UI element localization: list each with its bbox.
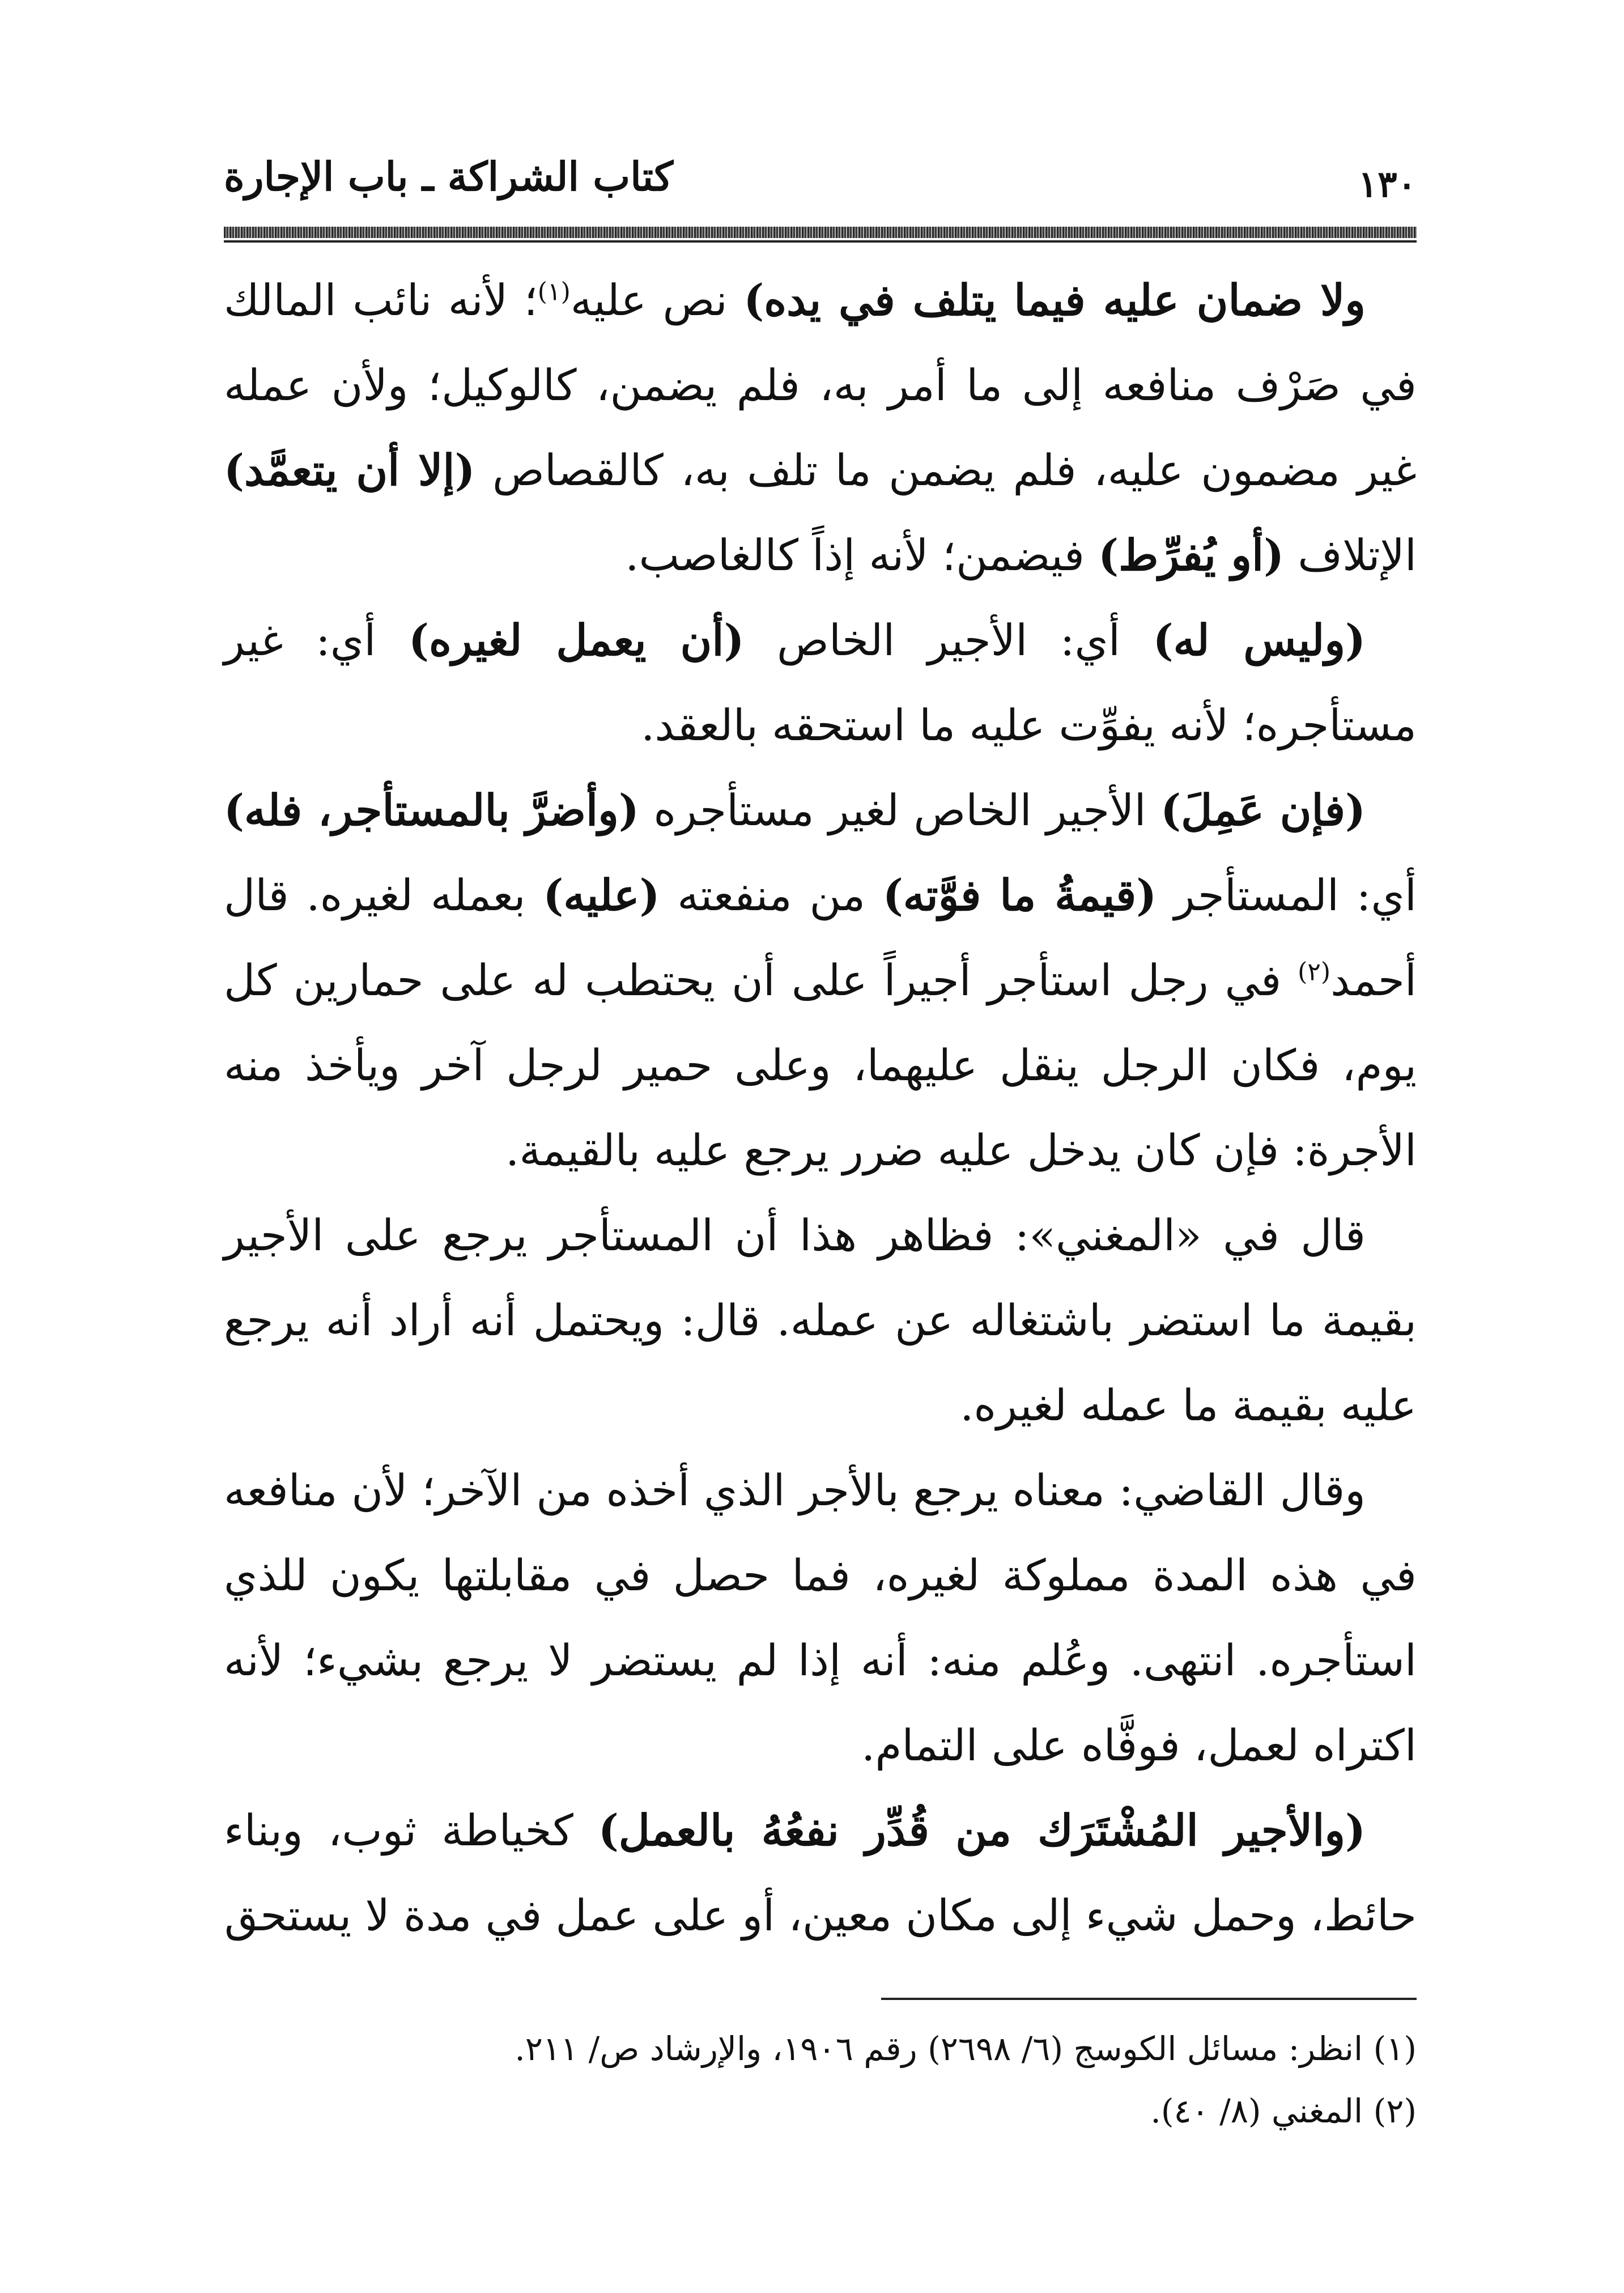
bold-text: ولا ضمان عليه فيما يتلف في يده) <box>743 275 1366 325</box>
text-run: قال في «المغني»: فظاهر هذا أن المستأجر يرجع على الأجير بقيمة ما استضر باشتغاله عن عمله. قال: ويحتمل أنه أراد أنه يرجع عليه بقيمة ما عمله لغيره. <box>224 1210 1417 1430</box>
bold-text: (وأضرَّ بالمستأجر، فله) <box>224 785 639 835</box>
bold-text: (وليس له) <box>1153 615 1366 665</box>
footnote-2: (٢) المغني (٨/ ٤٠). <box>1150 2092 1417 2130</box>
paragraph-2 <box>224 598 1417 768</box>
bold-text: (أو يُفرِّط) <box>1098 530 1285 580</box>
paragraph-6 <box>224 1788 1417 1958</box>
text-run: أي: المستأجر <box>1157 870 1417 920</box>
text-run: في رجل استأجر أجيراً على أن يحتطب له على حمارين كل يوم، فكان الرجل ينقل عليهما، وعلى حمير لرجل آخر ويأخذ منه الأجرة: فإن كان يدخل عليه ضرر يرجع عليه بالقيمة. <box>224 955 1417 1175</box>
text-run: نص عليه <box>570 275 744 325</box>
text-run: من منفعته <box>660 870 883 920</box>
header-rule <box>224 227 1417 238</box>
footnote-ref-2: (٢) <box>1298 957 1331 987</box>
text-run: الإتلاف <box>1284 530 1417 580</box>
bold-text: (عليه) <box>543 870 660 920</box>
body-text <box>224 258 1417 1958</box>
paragraph-5 <box>224 1448 1417 1788</box>
page-header <box>224 153 1417 213</box>
footnotes <box>224 2018 1417 2142</box>
footnote-1: (١) انظر: مسائل الكوسج (٦/ ٢٦٩٨) رقم ١٩٠٦، والإرشاد ص/ ٢١١. <box>515 2029 1417 2068</box>
footnote-rule <box>881 1998 1417 2000</box>
header-rule-thin <box>224 240 1417 243</box>
text-run: ؛ لأنه نائب المالك في صَرْف منافعه إلى ما أمر به، فلم يضمن، كالوكيل؛ ولأن عمله غير مضمون عليه، فلم يضمن ما تلف به، كالقصاص <box>224 275 1417 495</box>
bold-text: (قيمةُ ما فوَّته) <box>882 870 1157 920</box>
running-title: كتاب الشراكة ـ باب الإجارة <box>224 153 673 200</box>
text-run: الأجير الخاص لغير مستأجره <box>639 785 1161 835</box>
text-run: أي: الأجير الخاص <box>744 615 1153 665</box>
paragraph-3 <box>224 768 1417 1193</box>
footnote-ref-1: (١) <box>537 277 571 307</box>
paragraph-1 <box>224 258 1417 598</box>
text-run: وقال القاضي: معناه يرجع بالأجر الذي أخذه من الآخر؛ لأن منافعه في هذه المدة مملوكة لغيره، فما حصل في مقابلتها يكون للذي استأجره. انتهى. وعُلم منه: أنه إذا لم يستضر لا يرجع بشيء؛ لأنه اكتراه لعمل، فوفَّاه على التمام. <box>224 1465 1417 1770</box>
text-run: أي: غير مستأجره؛ لأنه يفوِّت عليه ما استحقه بالعقد. <box>224 615 1417 750</box>
page-number: ١٣٠ <box>1358 163 1417 206</box>
text-run: بعمله لغيره. قال أحمد <box>224 870 1417 1005</box>
bold-text: (فإن عَمِلَ) <box>1160 785 1366 835</box>
bold-text: (أن يعمل لغيره) <box>408 615 745 665</box>
text-run: فيضمن؛ لأنه إذاً كالغاصب. <box>625 530 1099 580</box>
text-run: كخياطة ثوب، وبناء حائط، وحمل شيء إلى مكان معين، أو على عمل في مدة لا يستحق <box>224 1805 1417 1940</box>
bold-text: (إلا أن يتعمَّد) <box>224 445 475 495</box>
paragraph-4 <box>224 1193 1417 1448</box>
bold-text: (والأجير المُشْتَرَك من قُدِّر نفعُهُ بالعمل) <box>598 1805 1366 1855</box>
